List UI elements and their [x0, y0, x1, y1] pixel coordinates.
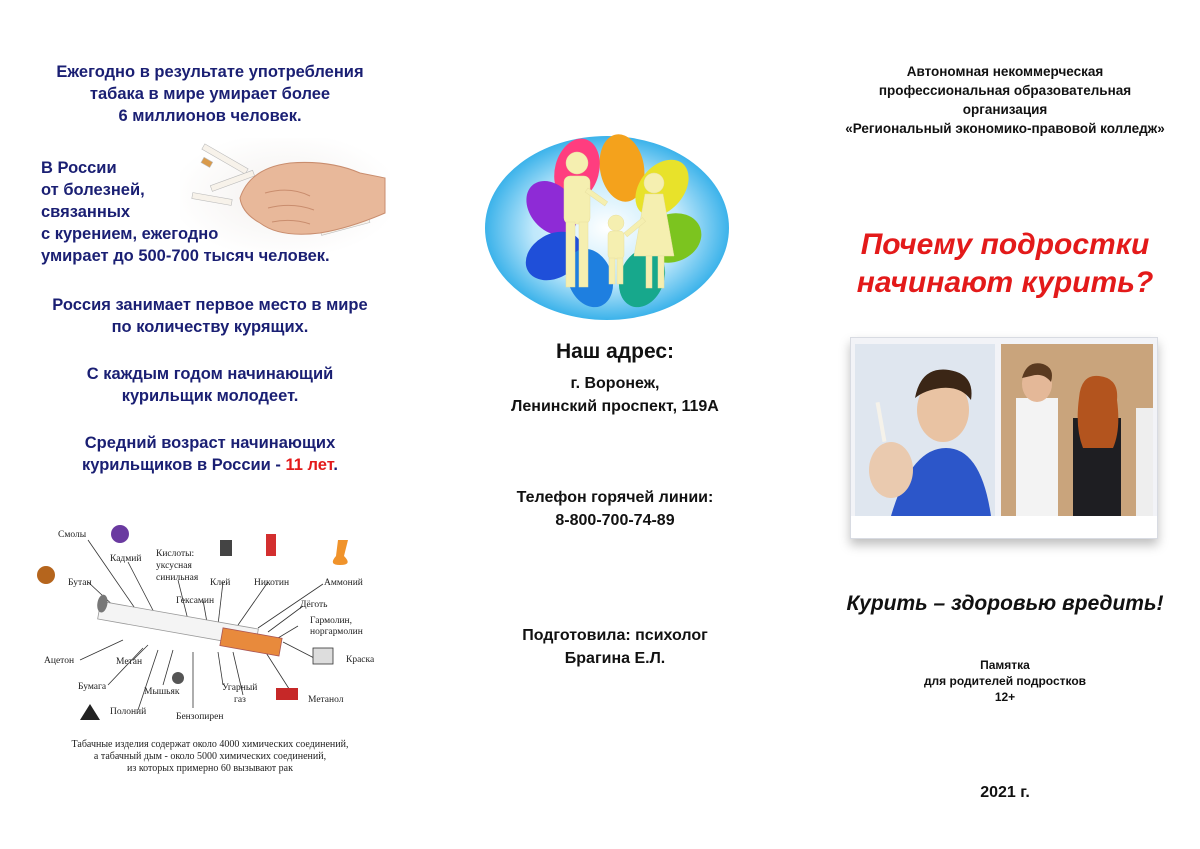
younger-smoker-text: С каждым годом начинающий курильщик молодеет. — [86, 365, 334, 405]
address-text: г. Воронеж, Ленинский проспект, 119А — [511, 375, 719, 415]
prepared-by: Подготовила: психолог Брагина Е.Л. — [522, 627, 708, 667]
average-age-text: Средний возраст начинающих курильщиков в России - 11 лет. — [82, 434, 338, 474]
year: 2021 г. — [980, 784, 1030, 801]
right-panel — [810, 0, 1200, 849]
organization-name: Автономная некоммерческая профессиональная образовательная организация «Региональный экономико-правовой колледж» — [845, 64, 1165, 136]
memo-text: Памятка для родителей подростков 12+ — [923, 658, 1087, 704]
hotline-phone: 8-800-700-74-89 — [555, 512, 675, 529]
teenagers-photo-art — [851, 338, 1157, 538]
hotline-title: Телефон горячей линии: — [516, 489, 714, 506]
slogan: Курить – здоровью вредить! — [846, 592, 1164, 615]
hotline-block — [420, 486, 810, 532]
address-title: Наш адрес: — [555, 340, 675, 363]
main-title: Почему подростки начинают курить? — [856, 228, 1154, 299]
cigarette-chemicals-diagram: Смолы Кадмий Кислоты: уксусная синильная Клей Никотин Аммоний Бутан Гексамин Дёготь Гармолин, норгармолин Ацетон Метан Краска Бумага Мышьяк Угарный газ Метанол Полоний Бензопирен — [28, 520, 388, 730]
russia-deaths-text: В России от болезней, связанных с курением, ежегодно умирает до 500-700 тысяч человек. — [41, 159, 330, 265]
age-value: 11 лет — [285, 456, 334, 474]
family-logo — [482, 128, 732, 323]
left-panel — [0, 0, 420, 849]
intro-text: Ежегодно в результате употребления табака в мире умирает более 6 миллионов человек. — [56, 63, 364, 125]
middle-panel — [420, 0, 810, 849]
first-place-text: Россия занимает первое место в мире по количеству курящих. — [52, 296, 368, 336]
chemicals-note: Табачные изделия содержат около 4000 химических соединений, а табачный дым - около 5000 химических соединений, из которых примерно 60 вызывают рак — [71, 739, 349, 774]
teenagers-photo — [850, 337, 1158, 539]
